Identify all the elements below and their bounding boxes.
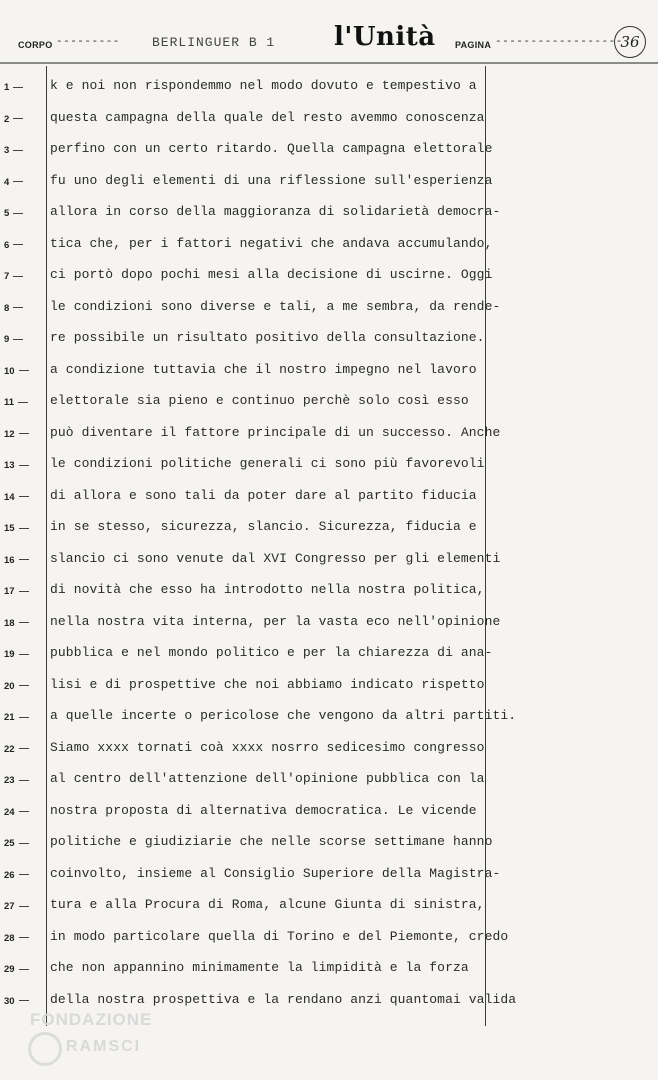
text-line: a condizione tuttavia che il nostro impegno nel lavoro: [50, 361, 477, 377]
line-number: 22: [4, 744, 42, 755]
masthead-logo: l'Unità: [334, 22, 436, 52]
text-line: di allora e sono tali da poter dare al partito fiducia: [50, 487, 477, 503]
line-number: 1: [4, 82, 42, 93]
watermark-top: FONDAZIONE: [30, 1010, 153, 1029]
line-number: 25: [4, 838, 42, 849]
line-number: 15: [4, 523, 42, 534]
line-number: 8: [4, 303, 42, 314]
line-number: 3: [4, 145, 42, 156]
watermark-logo: [20, 1010, 170, 1070]
text-line: lisi e di prospettive che noi abbiamo indicato rispetto: [50, 676, 485, 692]
text-line: pubblica e nel mondo politico e per la chiarezza di ana-: [50, 645, 493, 660]
text-line: perfino con un certo ritardo. Quella campagna elettorale: [50, 141, 493, 156]
line-number: 17: [4, 586, 42, 597]
line-number: 16: [4, 555, 42, 566]
line-number: 6: [4, 240, 42, 251]
text-line: coinvolto, insieme al Consiglio Superiore della Magistra-: [50, 865, 501, 881]
line-number: 14: [4, 492, 42, 503]
text-line: della nostra prospettiva e la rendano anzi quantomai valida: [50, 991, 517, 1007]
left-margin-line: [46, 66, 47, 1026]
line-number: 28: [4, 933, 42, 944]
line-number: 30: [4, 996, 42, 1007]
text-line: nostra proposta di alternativa democratica. Le vicende: [50, 802, 477, 818]
text-line: tica che, per i fattori negativi che andava accumulando,: [50, 235, 493, 251]
line-number: 11: [4, 397, 42, 408]
text-line: fu uno degli elementi di una riflessione sull'esperienza: [50, 172, 493, 188]
watermark-g-icon: [28, 1032, 62, 1066]
line-number: 24: [4, 807, 42, 818]
text-line: nella nostra vita interna, per la vasta eco nell'opinione: [50, 613, 501, 629]
text-line: re possibile un risultato positivo della consultazione.: [50, 330, 485, 345]
text-line: in modo particolare quella di Torino e del Piemonte, credo: [50, 928, 509, 944]
text-line: allora in corso della maggioranza di solidarietà democra-: [50, 204, 501, 219]
typed-title: BERLINGUER B 1: [152, 35, 276, 50]
line-number: 21: [4, 712, 42, 723]
line-number: 26: [4, 870, 42, 881]
page-header: [0, 0, 658, 62]
text-line: le condizioni sono diverse e tali, a me sembra, da rende-: [50, 298, 501, 314]
text-line: tura e alla Procura di Roma, alcune Giunta di sinistra,: [50, 897, 485, 912]
text-line: questa campagna della quale del resto avemmo conoscenza: [50, 109, 485, 125]
line-number: 19: [4, 649, 42, 660]
line-number: 13: [4, 460, 42, 471]
text-line: in se stesso, sicurezza, slancio. Sicurezza, fiducia e: [50, 519, 477, 534]
line-number: 10: [4, 366, 42, 377]
text-line: elettorale sia pieno e continuo perchè solo così esso: [50, 393, 469, 408]
text-line: politiche e giudiziarie che nelle scorse settimane hanno: [50, 834, 493, 849]
corpo-field: ---------: [56, 36, 120, 48]
line-number: 7: [4, 271, 42, 282]
line-number: 29: [4, 964, 42, 975]
text-line: al centro dell'attenzione dell'opinione pubblica con la: [50, 771, 485, 786]
watermark-bottom: RAMSCI: [66, 1038, 142, 1055]
header-rule: [0, 62, 658, 64]
line-number: 23: [4, 775, 42, 786]
pagina-field: ------------------: [495, 36, 623, 48]
line-number: 2: [4, 114, 42, 125]
page-number: 36: [614, 26, 646, 58]
line-number: 27: [4, 901, 42, 912]
text-line: slancio ci sono venute dal XVI Congresso per gli elementi: [50, 550, 501, 566]
line-number: 4: [4, 177, 42, 188]
text-line: Siamo xxxx tornati coà xxxx nosrro sedicesimo congresso: [50, 739, 485, 755]
line-number: 9: [4, 334, 42, 345]
text-line: le condizioni politiche generali ci sono più favorevoli: [50, 456, 485, 471]
corpo-label: CORPO: [18, 40, 53, 50]
text-line: che non appannino minimamente la limpidità e la forza: [50, 960, 469, 975]
line-number: 12: [4, 429, 42, 440]
text-line: k e noi non rispondemmo nel modo dovuto e tempestivo a: [50, 78, 477, 93]
line-number: 20: [4, 681, 42, 692]
text-line: a quelle incerte o pericolose che vengono da altri partiti.: [50, 708, 517, 723]
text-line: ci portò dopo pochi mesi alla decisione di uscirne. Oggi: [50, 267, 493, 282]
line-number: 18: [4, 618, 42, 629]
line-number: 5: [4, 208, 42, 219]
text-line: può diventare il fattore principale di un successo. Anche: [50, 424, 501, 440]
pagina-label: PAGINA: [455, 40, 492, 50]
text-line: di novità che esso ha introdotto nella nostra politica,: [50, 582, 485, 597]
